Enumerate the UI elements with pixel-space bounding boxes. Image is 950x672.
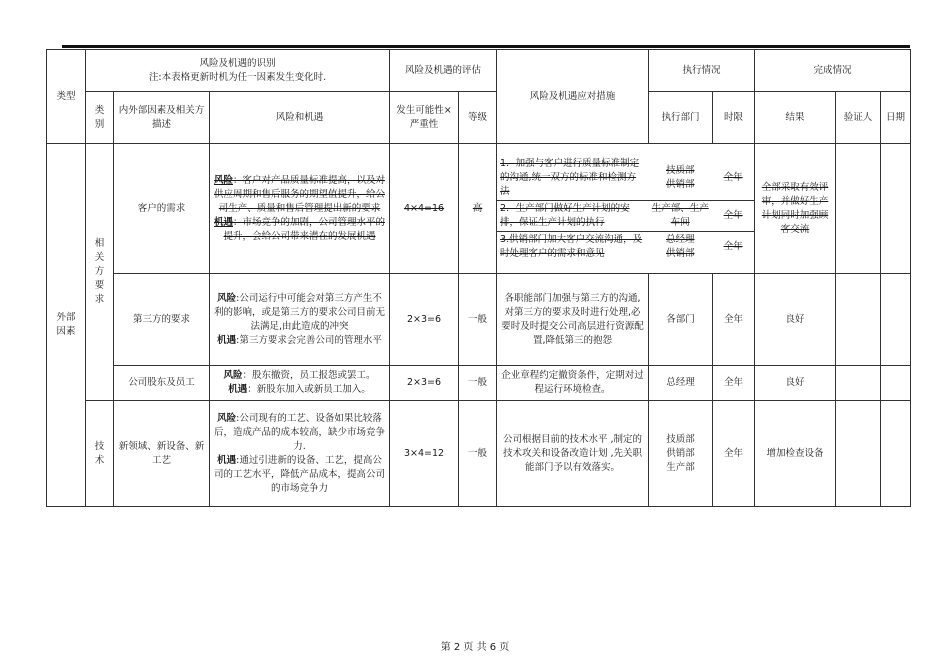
table-row (47, 401, 911, 507)
deadline-cell: 全年 (713, 366, 755, 401)
opp-text: :通过引进新的设备、工艺，提高公司的工艺水平，降低产品成本，提高公司的市场竞争力 (214, 454, 386, 494)
opp-text: ：新股东加入或新员工加入。 (247, 384, 371, 395)
verifier-cell (836, 401, 881, 507)
identify-title: 风险及机遇的识别 (199, 57, 276, 69)
page-footer: 第 2 页 共 6 页 (440, 642, 510, 653)
factor-cell: 公司股东及员工 (114, 366, 210, 401)
dept-cell: 各部门 (649, 274, 713, 366)
measures-cell: 企业章程约定撤资条件，定期对过程运行环境检查。 (497, 366, 649, 401)
opp-text: :第三方要求会完善公司的管理水平 (236, 334, 382, 346)
risk-opp-header: 风险和机遇 (210, 92, 390, 144)
deadline-header: 时限 (713, 92, 755, 144)
risk-label: 风险 (217, 292, 237, 304)
likelihood-header: 发生可能性×严重性 (390, 92, 459, 144)
opp-label: 机遇 (228, 384, 248, 395)
date-cell (881, 144, 911, 274)
opp-text: ：市场竞争的加剧，公司管理水平的提升，会给公司带来潜在的发展机遇 (223, 216, 386, 242)
level-cell: 一般 (459, 401, 497, 507)
measure-item (497, 231, 754, 262)
risk-text: :公司现有的工艺、设备如果比较落后，造成产品的成本较高，缺少市场竞争力. (214, 412, 386, 452)
deadline-cell: 全年 (713, 274, 755, 366)
measure-dept: 技质部 供销部 (648, 156, 712, 201)
table-row (47, 366, 911, 401)
factor-cell: 第三方的要求 (114, 274, 210, 366)
category-cell: 相 关 方 要 求 (86, 144, 114, 401)
measure-deadline: 全年 (712, 156, 754, 201)
verifier-cell (836, 144, 881, 274)
verifier-header: 验证人 (836, 92, 881, 144)
top-rule (62, 45, 910, 48)
identify-note: 注:本表格更新时机为任一因素发生变化时. (148, 71, 327, 83)
risk-opp-cell (210, 144, 390, 274)
date-cell (881, 401, 911, 507)
measures-cell: 公司根据目前的技术水平 ,制定的技术攻关和设备改造计划 ,先关职能部门予以有效落实。 (497, 401, 649, 507)
risk-label: 风险 (213, 174, 233, 186)
factor-cell: 新领域、新设备、新工艺 (114, 401, 210, 507)
risk-opp-cell (210, 274, 390, 366)
identify-header (86, 50, 390, 92)
level-header: 等级 (459, 92, 497, 144)
level-cell: 一般 (459, 366, 497, 401)
risk-label: 风险 (223, 370, 243, 381)
level-cell: 高 (459, 144, 497, 274)
assess-header: 风险及机遇的评估 (390, 50, 497, 92)
exec-header: 执行情况 (649, 50, 755, 92)
measures-cell: 各职能部门加强与第三方的沟通,对第三方的要求及时进行处理,必要时及时提交公司高层进行资源配置,降低第三的抱怨 (497, 274, 649, 366)
risk-opportunity-table (46, 49, 911, 507)
risk-text: :公司运行中可能会对第三方产生不利的影响，或是第三方的要求公司目前无法满足,由此造成的冲突 (214, 292, 386, 332)
opp-label: 机遇 (217, 454, 237, 466)
header-row-1 (47, 50, 911, 92)
date-header: 日期 (881, 92, 911, 144)
table-row (47, 274, 911, 366)
level-cell: 一般 (459, 274, 497, 366)
risk-text: ：股东撤资，员工报怨或罢工。 (242, 370, 376, 381)
date-cell (881, 366, 911, 401)
date-cell (881, 274, 911, 366)
measure-deadline: 全年 (723, 240, 743, 252)
result-cell: 良好 (755, 366, 836, 401)
verifier-cell (836, 366, 881, 401)
measure-text: 2．生产部门做好生产计划的安排，保证生产计划的执行 (497, 200, 648, 231)
opp-label: 机遇 (217, 334, 237, 346)
dept-header: 执行部门 (649, 92, 713, 144)
measure-dept: 生产部、生产车间 (648, 200, 712, 231)
measure-item (497, 200, 754, 231)
opp-label: 机遇 (213, 216, 233, 228)
score-cell: 3×4=12 (390, 401, 459, 507)
table-row (47, 144, 911, 274)
category-cell: 技 术 (86, 401, 114, 507)
risk-opp-cell (210, 366, 390, 401)
risk-opp-cell (210, 401, 390, 507)
risk-label: 风险 (217, 412, 237, 424)
measure-text: 1．加强与客户进行质量标准制定的沟通,统一双方的标准和检测方法 (497, 156, 648, 201)
header-row-2 (47, 92, 911, 144)
measure-item (497, 156, 754, 201)
result-cell: 良好 (755, 274, 836, 366)
done-header: 完成情况 (755, 50, 911, 92)
risk-text: ：客户对产品质量标准提高，以及对供应周期和售后服务的期望值提升，给公司生产、质量和售后管理提出新的要求 (214, 174, 386, 214)
measures-group (497, 144, 755, 274)
result-cell: 全部采取有效评审，并做好生产计划同时加强顾客交流 (755, 144, 836, 274)
measure-text: 3.供销部门加大客户交流沟通，及时处理客户的需求和意见 (500, 233, 643, 259)
score-cell: 2×3=6 (390, 366, 459, 401)
dept-cell: 总经理 (649, 366, 713, 401)
dept-cell: 技质部 供销部 生产部 (649, 401, 713, 507)
result-header: 结果 (755, 92, 836, 144)
factor-cell: 客户的需求 (114, 144, 210, 274)
measure-dept: 总经理 供销部 (666, 233, 695, 259)
category-header: 类 别 (86, 92, 114, 144)
type-cell: 外部 因素 (47, 144, 86, 507)
measure-deadline: 全年 (712, 200, 754, 231)
result-cell: 增加检查设备 (755, 401, 836, 507)
score-cell: 4×4=16 (390, 144, 459, 274)
measures-header: 风险及机遇应对措施 (497, 50, 649, 144)
score-cell: 2×3=6 (390, 274, 459, 366)
deadline-cell: 全年 (713, 401, 755, 507)
factor-header: 内外部因素及相关方描述 (114, 92, 210, 144)
measures-subtable (497, 156, 754, 262)
col-type-header: 类型 (47, 50, 86, 144)
verifier-cell (836, 274, 881, 366)
